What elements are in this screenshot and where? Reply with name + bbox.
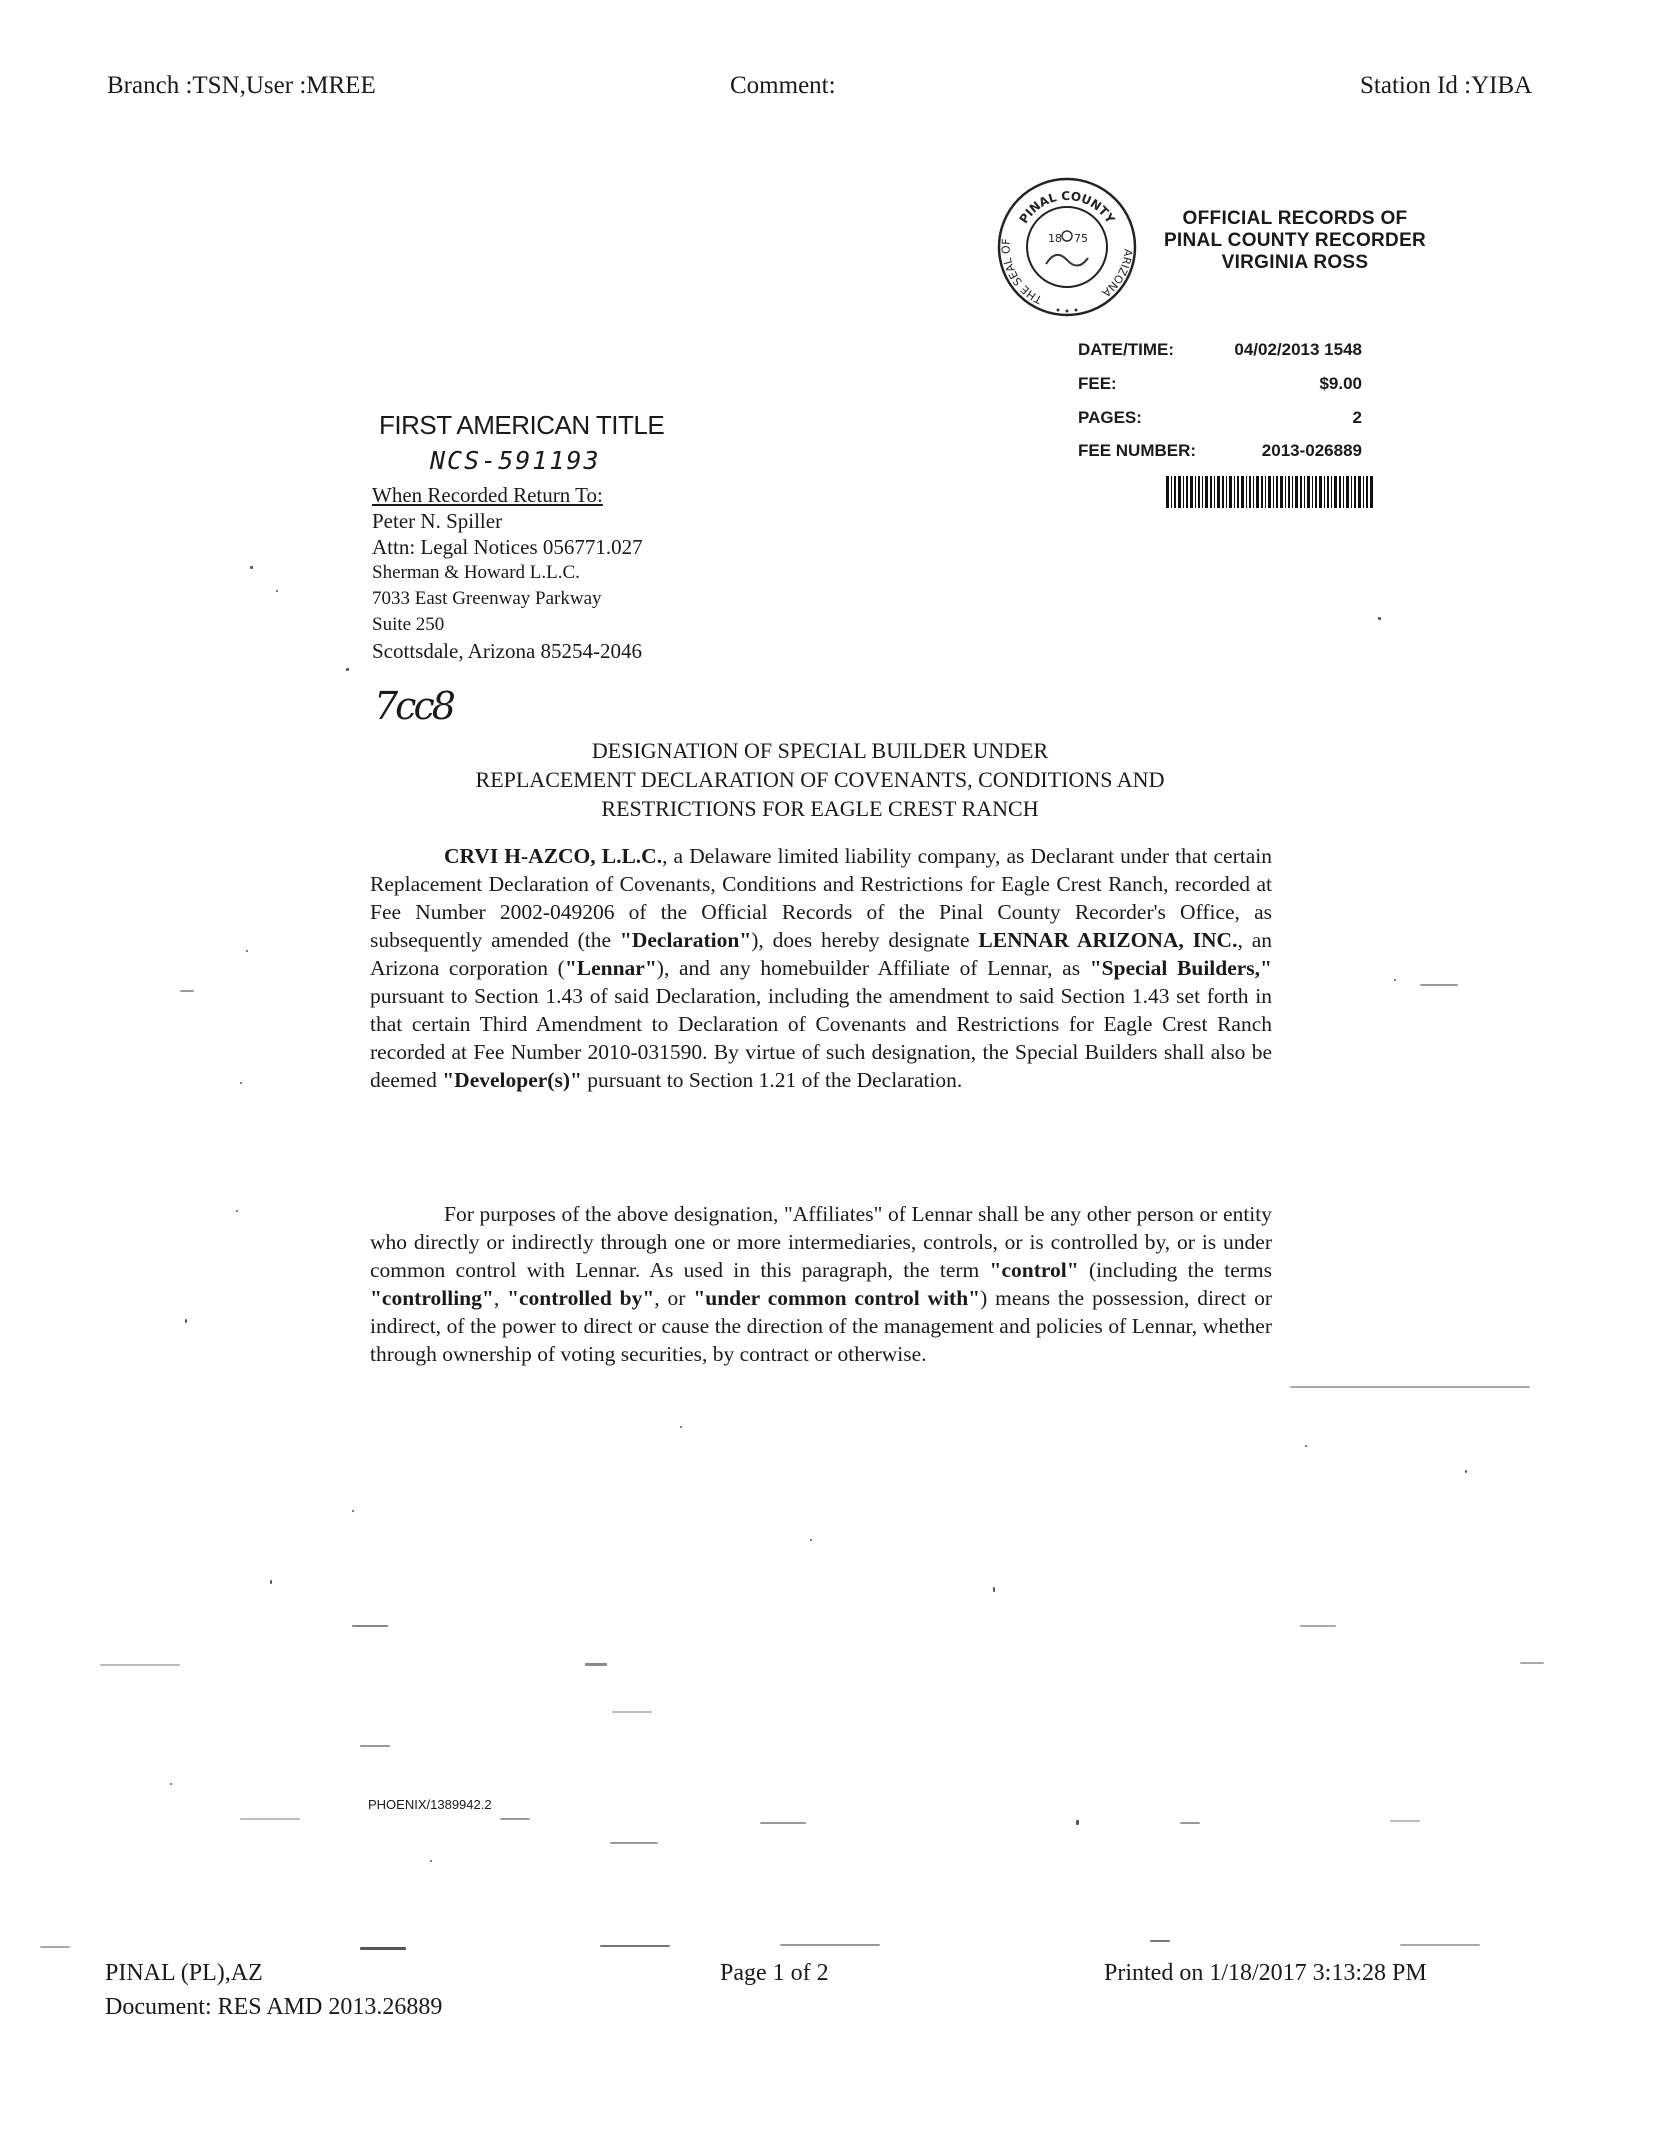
return-to-line: Suite 250 — [372, 614, 445, 635]
recorder-row-value: 2 — [1352, 408, 1362, 427]
header-branch-user: Branch :TSN,User :MREE — [107, 72, 376, 99]
paragraph-text: , an Arizona corporation ( — [370, 928, 1273, 980]
defined-term-declaration: "Declaration" — [619, 928, 752, 952]
recorder-row-label: PAGES: — [1078, 408, 1142, 427]
defined-term-special-builders: "Special Builders," — [1089, 956, 1272, 980]
footer-printed-on: Printed on 1/18/2017 3:13:28 PM — [1104, 1960, 1427, 1986]
recorder-row-value: 2013-026889 — [1261, 441, 1362, 460]
defined-term-controlling: "controlling" — [370, 1286, 494, 1310]
recorder-row-label: FEE NUMBER: — [1078, 441, 1197, 460]
paragraph-text: ), and any homebuilder Affiliate of Lennar, as — [656, 956, 1090, 980]
recorder-row-datetime — [1078, 340, 1362, 362]
builder-name: LENNAR ARIZONA, INC. — [978, 928, 1238, 952]
seal-year-right: 75 — [1074, 232, 1088, 245]
document-title — [340, 736, 1300, 823]
return-to-line: Attn: Legal Notices 056771.027 — [372, 535, 643, 559]
recorder-row-pages — [1078, 408, 1362, 430]
seal-left-text: THE SEAL OF — [999, 238, 1045, 307]
paragraph-text: ) means the possession, direct or indirect, of the power to direct or cause the direction of the management and policies of Lennar, whether through ownership of voting securities, by contract or otherwise. — [370, 1286, 1273, 1366]
recorder-title-line: PINAL COUNTY RECORDER — [1163, 230, 1427, 251]
recorder-title-line: VIRGINIA ROSS — [1221, 252, 1369, 273]
defined-term-control: "control" — [989, 1258, 1079, 1282]
paragraph-text: pursuant to Section 1.43 of said Declaration, including the amendment to said Section 1.43 set forth in that certain Third Amendment to Declaration of Covenants and Restrictions for Eagle Crest Ranch recorded at Fee Number 2010-031590. By virtue of such designation, the Special Builders shall also be deemed — [370, 984, 1272, 1092]
recorder-row-label: FEE: — [1078, 374, 1117, 393]
paragraph-text: , a Delaware limited liability company, as Declarant under that certain Replacement Declaration of Covenants, Conditions and Restrictions for Eagle Crest Ranch, recorded at Fee Number 2002-049206 of the Official Records of the Pinal County Recorder's Office, as subsequently amended (the — [370, 844, 1273, 952]
designation-paragraph — [370, 842, 1272, 1094]
declarant-name: CRVI H-AZCO, L.L.C. — [444, 844, 663, 868]
return-to-line: Sherman & Howard L.L.C. — [372, 562, 580, 583]
recorder-row-fee — [1078, 374, 1362, 396]
document-title-line: RESTRICTIONS FOR EAGLE CREST RANCH — [601, 796, 1039, 821]
svg-text:THE SEAL OF — [999, 238, 1045, 307]
return-to-heading: When Recorded Return To: — [372, 483, 603, 507]
footer-document: Document: RES AMD 2013.26889 — [105, 1994, 443, 2020]
handwritten-initials: 7cc8 — [374, 684, 453, 728]
return-to-line: Scottsdale, Arizona 85254-2046 — [372, 639, 643, 663]
defined-term-controlled-by: "controlled by" — [507, 1286, 655, 1310]
recorder-row-value: 04/02/2013 1548 — [1234, 340, 1362, 359]
title-company-stamp: FIRST AMERICAN TITLE — [379, 410, 665, 440]
recorder-row-label: DATE/TIME: — [1078, 340, 1175, 359]
return-to-line: 7033 East Greenway Parkway — [372, 588, 602, 609]
affiliates-paragraph — [370, 1200, 1272, 1368]
county-seal — [996, 176, 1138, 318]
header-station-id: Station Id :YIBA — [1360, 72, 1533, 99]
footer-page-number: Page 1 of 2 — [720, 1960, 829, 1986]
paragraph-text: pursuant to Section 1.21 of the Declaration. — [581, 1068, 963, 1092]
recorder-row-fee-number — [1078, 441, 1362, 463]
document-id: PHOENIX/1389942.2 — [368, 1797, 492, 1812]
paragraph-text: , — [493, 1286, 508, 1310]
recorder-title — [1140, 208, 1450, 274]
paragraph-text: , or — [654, 1286, 694, 1310]
document-title-line: REPLACEMENT DECLARATION OF COVENANTS, CONDITIONS AND — [475, 767, 1165, 792]
recorder-row-value: $9.00 — [1319, 374, 1362, 393]
seal-year-left: 18 — [1048, 232, 1062, 245]
barcode — [1166, 476, 1374, 508]
paragraph-text: For purposes of the above designation, "Affiliates" of Lennar shall be any other person or entity who directly or indirectly through one or more intermediaries, controls, or is controlled by, or is under common control with Lennar. As used in this paragraph, the term — [370, 1202, 1272, 1282]
handwritten-order-number: NCS-591193 — [430, 446, 601, 475]
defined-term-lennar: "Lennar" — [564, 956, 657, 980]
return-to-block — [372, 482, 792, 664]
paragraph-text: ), does hereby designate — [751, 928, 979, 952]
document-title-line: DESIGNATION OF SPECIAL BUILDER UNDER — [591, 738, 1049, 763]
defined-term-developers: "Developer(s)" — [442, 1068, 582, 1092]
seal-right-text: ARIZONA — [1099, 248, 1135, 300]
seal-top-text: PINAL COUNTY — [1016, 188, 1118, 226]
return-to-line: Peter N. Spiller — [372, 509, 503, 533]
header-comment: Comment: — [730, 72, 836, 99]
paragraph-text: (including the terms — [1078, 1258, 1273, 1282]
recorder-title-line: OFFICIAL RECORDS OF — [1182, 208, 1408, 229]
footer-county: PINAL (PL),AZ — [105, 1960, 263, 1986]
defined-term-common-control: "under common control with" — [693, 1286, 981, 1310]
